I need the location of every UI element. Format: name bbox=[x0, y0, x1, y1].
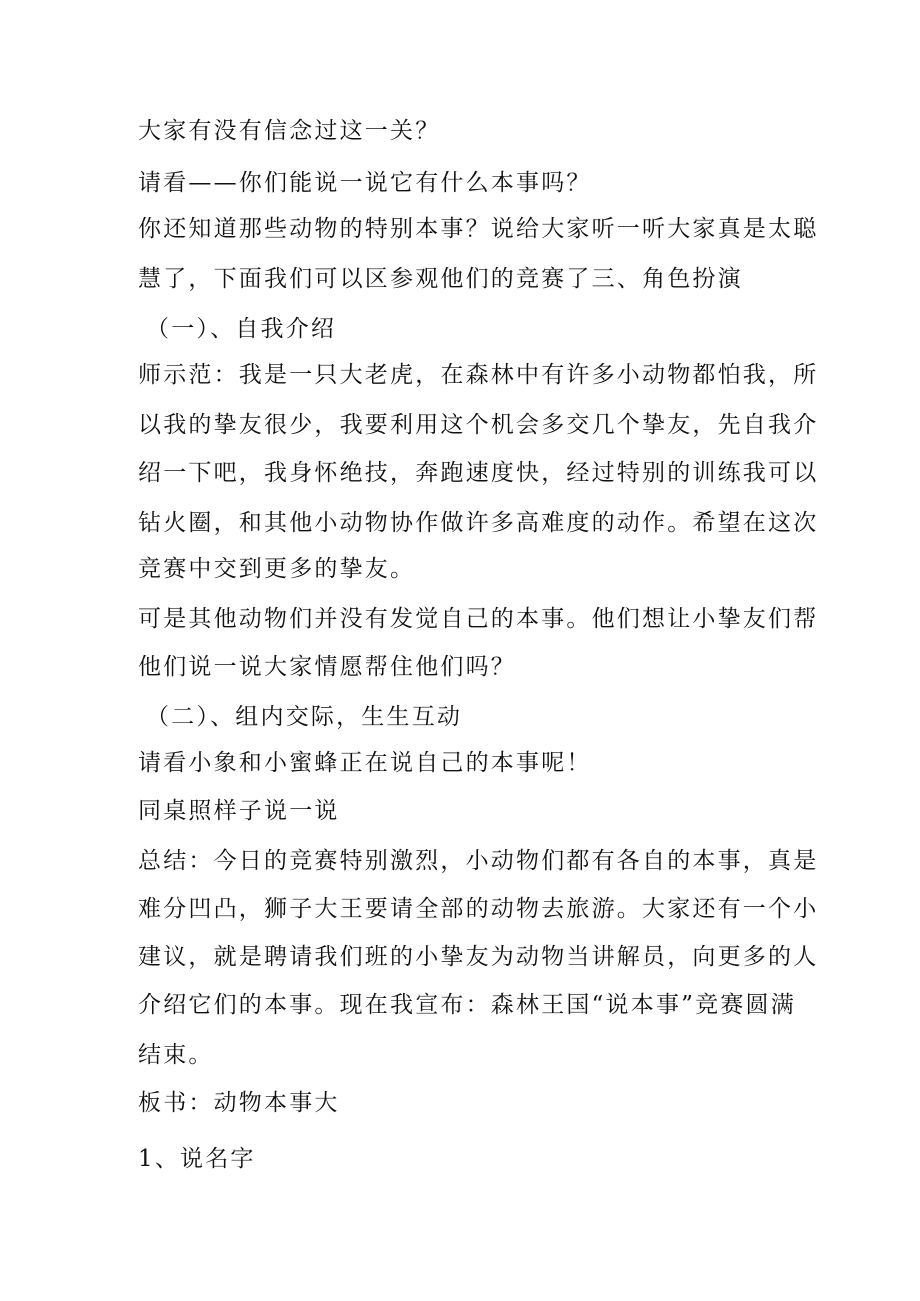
text-line-17: 难分凹凸，狮子大王要请全部的动物去旅游。大家还有一个小 bbox=[138, 896, 819, 922]
text-line-3: 你还知道那些动物的特别本事？说给大家听一听大家真是太聪 bbox=[138, 216, 819, 242]
text-line-12: 他们说一说大家情愿帮住他们吗？ bbox=[138, 654, 516, 680]
text-line-14: 请看小象和小蜜蜂正在说自己的本事呢！ bbox=[138, 750, 592, 776]
text-line-8: 绍一下吧，我身怀绝技，奔跑速度快，经过特别的训练我可以 bbox=[138, 460, 819, 486]
text-line-9: 钻火圈，和其他小动物协作做许多高难度的动作。希望在这次 bbox=[138, 510, 819, 536]
section-heading-1: （一）、自我介绍 bbox=[146, 316, 337, 342]
text-line-18: 建议，就是聘请我们班的小挚友为动物当讲解员，向更多的人 bbox=[138, 944, 819, 970]
text-line-15: 同桌照样子说一说 bbox=[138, 798, 340, 824]
text-line-22: 1、说名字 bbox=[138, 1146, 256, 1172]
text-line-7: 以我的挚友很少，我要利用这个机会多交几个挚友，先自我介 bbox=[138, 412, 819, 438]
text-line-11: 可是其他动物们并没有发觉自己的本事。他们想让小挚友们帮 bbox=[138, 606, 819, 632]
text-line-16: 总结：今日的竞赛特别激烈，小动物们都有各自的本事，真是 bbox=[138, 848, 819, 874]
section-heading-2: （二）、组内交际，生生互动 bbox=[146, 704, 463, 730]
text-line-19: 介绍它们的本事。现在我宣布：森林王国“说本事”竞赛圆满 bbox=[138, 992, 796, 1018]
text-line-21: 板书：动物本事大 bbox=[138, 1090, 340, 1116]
text-line-1: 大家有没有信念过这一关？ bbox=[138, 118, 441, 144]
text-line-2: 请看——你们能说一说它有什么本事吗？ bbox=[138, 170, 592, 196]
text-line-10: 竞赛中交到更多的挚友。 bbox=[138, 556, 416, 582]
text-line-6: 师示范：我是一只大老虎，在森林中有许多小动物都怕我，所 bbox=[138, 362, 819, 388]
text-line-20: 结束。 bbox=[138, 1042, 214, 1068]
text-line-4: 慧了，下面我们可以区参观他们的竞赛了三、角色扮演 bbox=[138, 266, 743, 292]
